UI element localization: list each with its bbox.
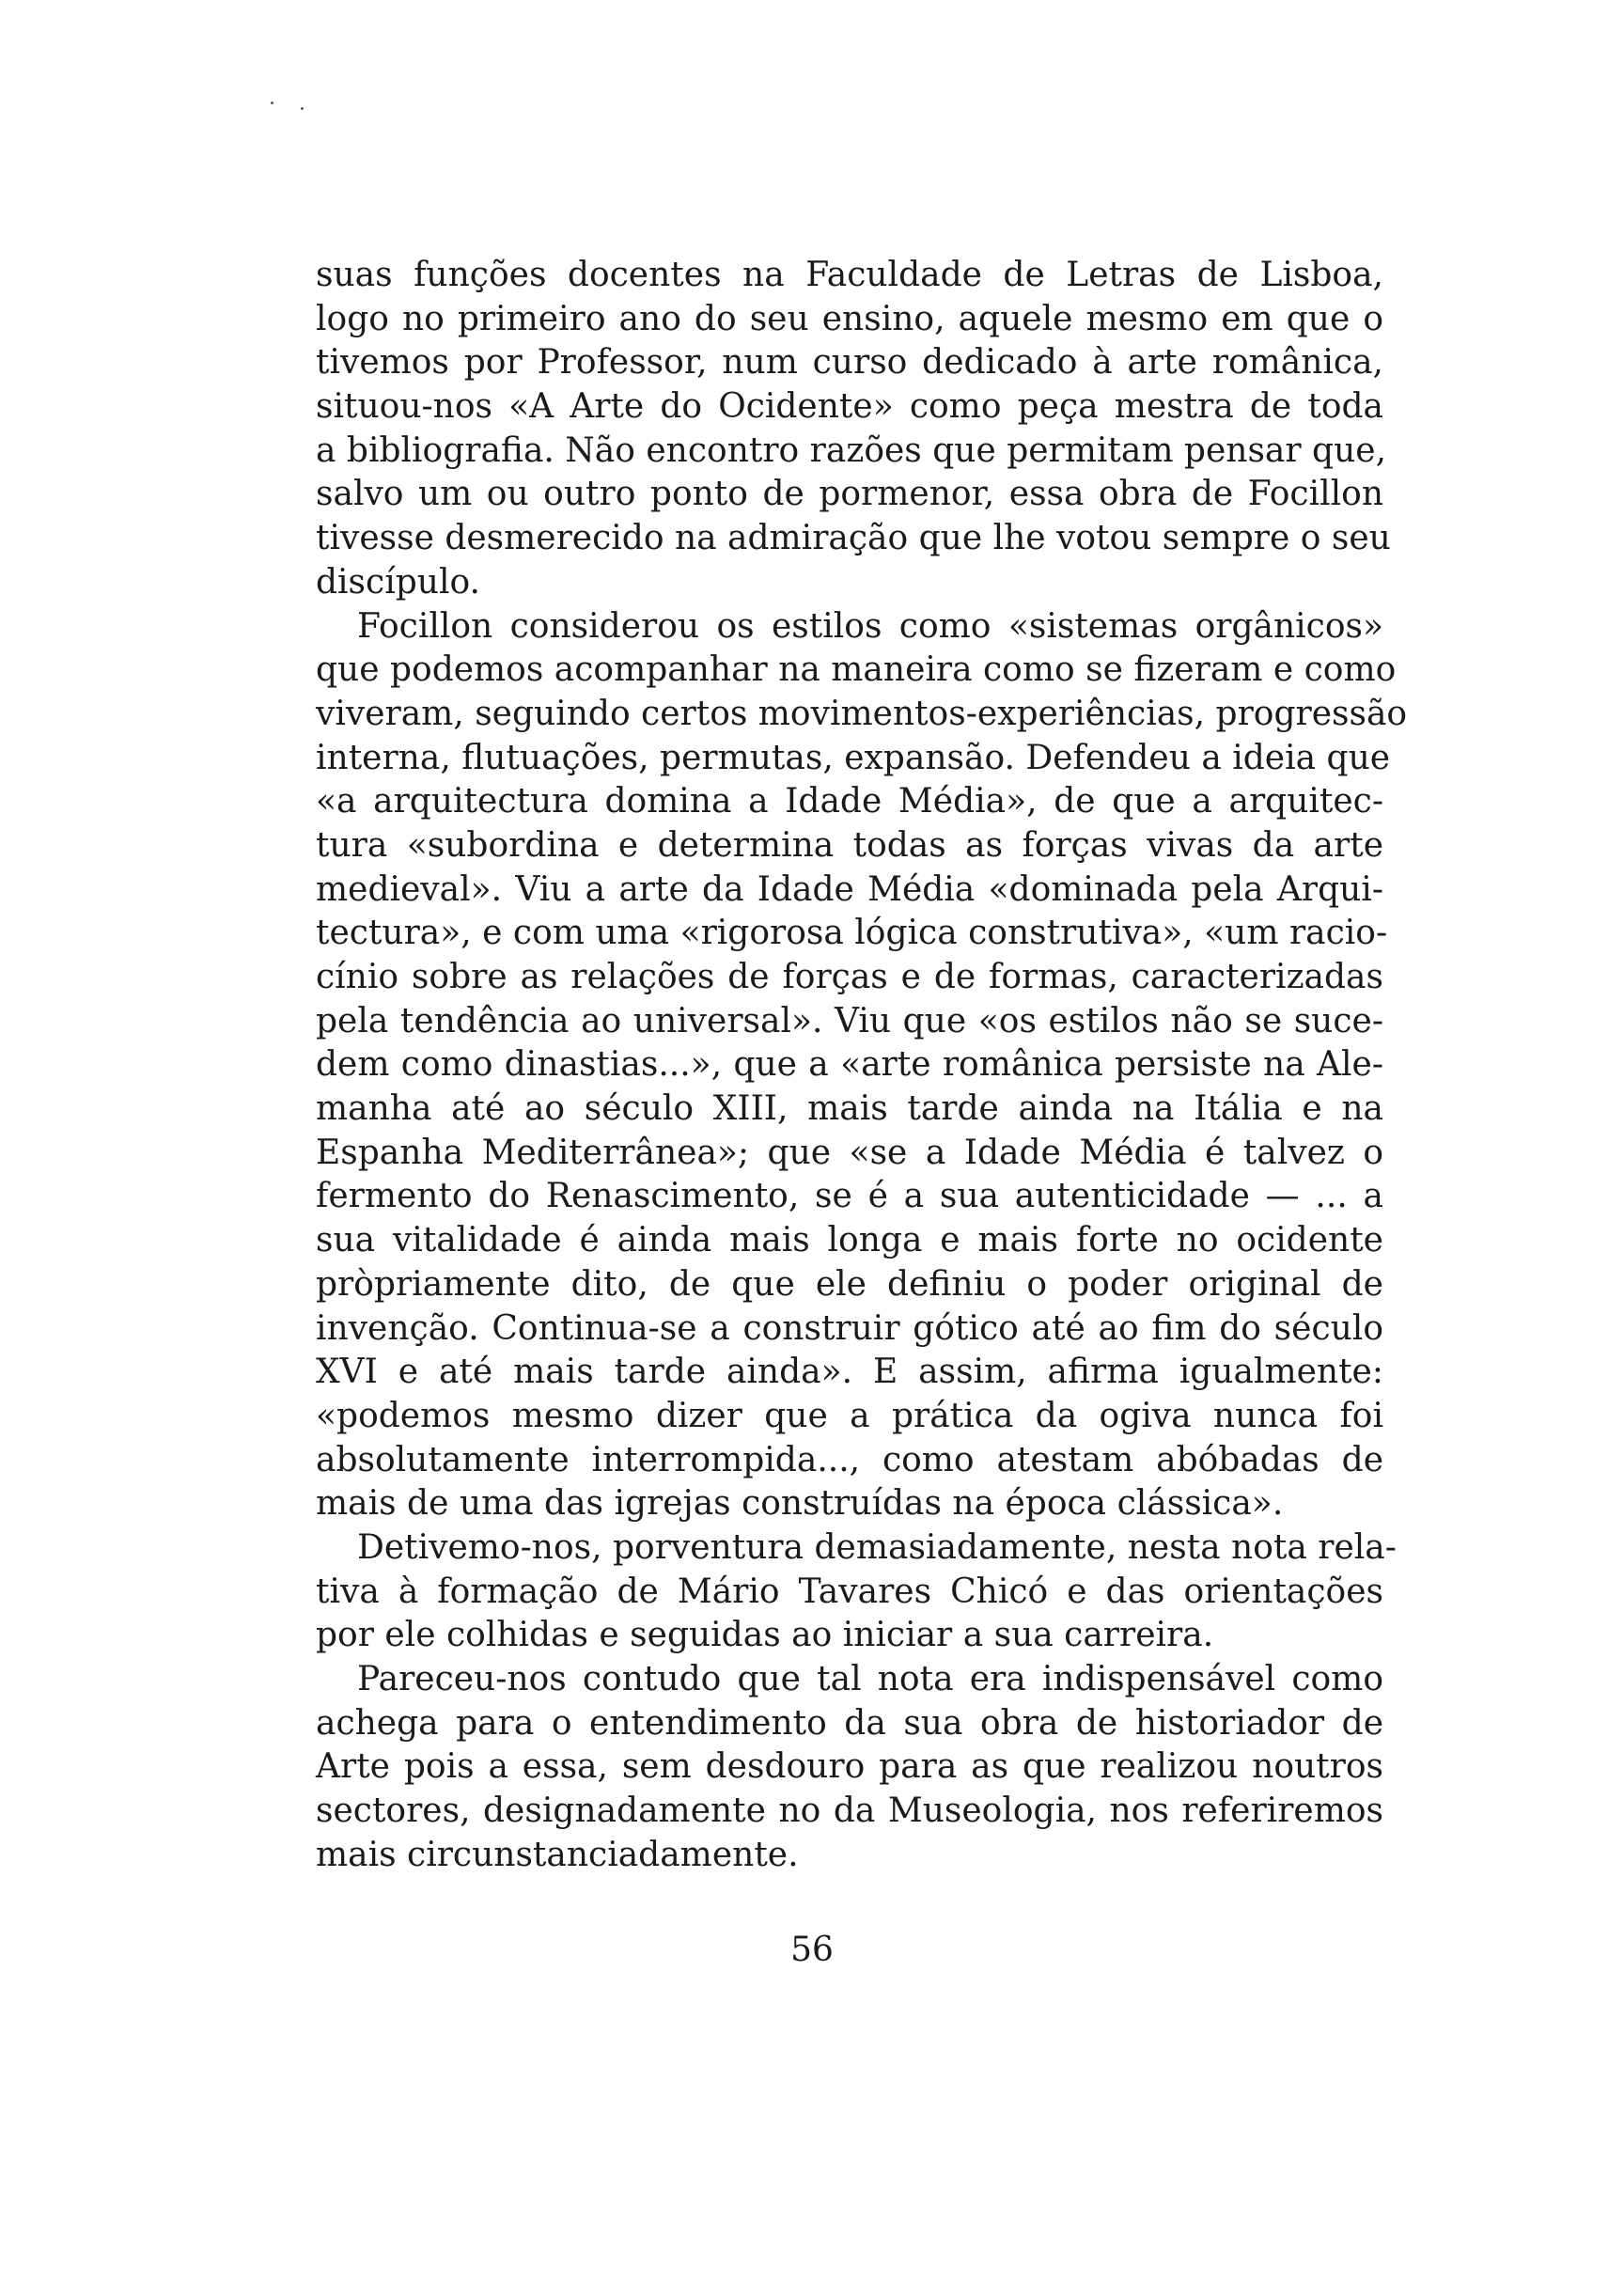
text-line: situou-nos «A Arte do Ocidente» como peça mestra de toda bbox=[316, 387, 1383, 427]
text-line: viveram, seguindo certos movimentos-experiências, progressão bbox=[316, 694, 1408, 733]
text-line: invenção. Continua-se a construir gótico até ao fim do século bbox=[316, 1308, 1383, 1348]
text-line: XVI e até mais tarde ainda». E assim, afirma igualmente: bbox=[316, 1353, 1383, 1392]
text-line: tura «subordina e determina todas as forças vivas da arte bbox=[316, 825, 1383, 865]
text-line: tivesse desmerecido na admiração que lhe votou sempre o seu bbox=[316, 519, 1391, 558]
scan-speck bbox=[301, 107, 304, 110]
text-line: pela tendência ao universal». Viu que «os estilos não se suce- bbox=[316, 1001, 1383, 1040]
text-line: mais de uma das igrejas construídas na época clássica». bbox=[316, 1484, 1284, 1524]
text-line: cínio sobre as relações de forças e de formas, caracterizadas bbox=[316, 958, 1383, 996]
page-number: 56 bbox=[790, 1931, 834, 1969]
text-line: mais circunstanciadamente. bbox=[316, 1835, 799, 1874]
text-line: discípulo. bbox=[316, 562, 480, 602]
text-line: a bibliografia. Não encontro razões que permitam pensar que, bbox=[316, 430, 1387, 470]
text-line: salvo um ou outro ponto de pormenor, essa obra de Focillon bbox=[316, 475, 1383, 514]
text-line: Focillon considerou os estilos como «sistemas orgânicos» bbox=[357, 606, 1383, 646]
text-line: «a arquitectura domina a Idade Média», de que a arquitec- bbox=[316, 782, 1383, 821]
text-line: Detivemo-nos, porventura demasiadamente, nesta nota rela- bbox=[357, 1527, 1397, 1567]
text-line: sectores, designadamente no da Museologia, nos referiremos bbox=[316, 1791, 1383, 1831]
text-line: Espanha Mediterrânea»; que «se a Idade Média é talvez o bbox=[316, 1133, 1383, 1172]
text-line: fermento do Renascimento, se é a sua autenticidade — ... a bbox=[316, 1177, 1383, 1216]
text-line: Arte pois a essa, sem desdouro para as que realizou noutros bbox=[316, 1747, 1383, 1787]
body-text bbox=[316, 254, 1408, 1877]
text-line: interna, flutuações, permutas, expansão. Defendeu a ideia que bbox=[316, 738, 1391, 777]
text-line: medieval». Viu a arte da Idade Média «dominada pela Arqui- bbox=[316, 869, 1383, 909]
text-line: logo no primeiro ano do seu ensino, aquele mesmo em que o bbox=[316, 299, 1383, 338]
text-line: achega para o entendimento da sua obra de historiador de bbox=[316, 1703, 1383, 1743]
text-line: Pareceu-nos contudo que tal nota era indispensável como bbox=[357, 1660, 1383, 1698]
text-line: suas funções docentes na Faculdade de Letras de Lisboa, bbox=[316, 256, 1383, 294]
text-line: «podemos mesmo dizer que a prática da ogiva nunca foi bbox=[316, 1396, 1383, 1435]
text-line: manha até ao século XIII, mais tarde ainda na Itália e na bbox=[316, 1089, 1383, 1129]
text-line: pròpriamente dito, de que ele definiu o poder original de bbox=[316, 1264, 1383, 1304]
text-line: tiva à formação de Mário Tavares Chicó e das orientações bbox=[316, 1572, 1383, 1611]
text-line: por ele colhidas e seguidas ao iniciar a sua carreira. bbox=[316, 1616, 1214, 1655]
text-line: sua vitalidade é ainda mais longa e mais forte no ocidente bbox=[316, 1221, 1383, 1260]
text-line: tivemos por Professor, num curso dedicado à arte românica, bbox=[316, 343, 1383, 383]
text-line: que podemos acompanhar na maneira como se fizeram e como bbox=[316, 650, 1397, 690]
text-line: absolutamente interrompida..., como atestam abóbadas de bbox=[316, 1440, 1383, 1479]
text-line: dem como dinastias...», que a «arte românica persiste na Ale- bbox=[316, 1045, 1383, 1085]
scan-speck bbox=[271, 102, 273, 104]
text-line: tectura», e com uma «rigorosa lógica construtiva», «um racio- bbox=[316, 914, 1388, 953]
